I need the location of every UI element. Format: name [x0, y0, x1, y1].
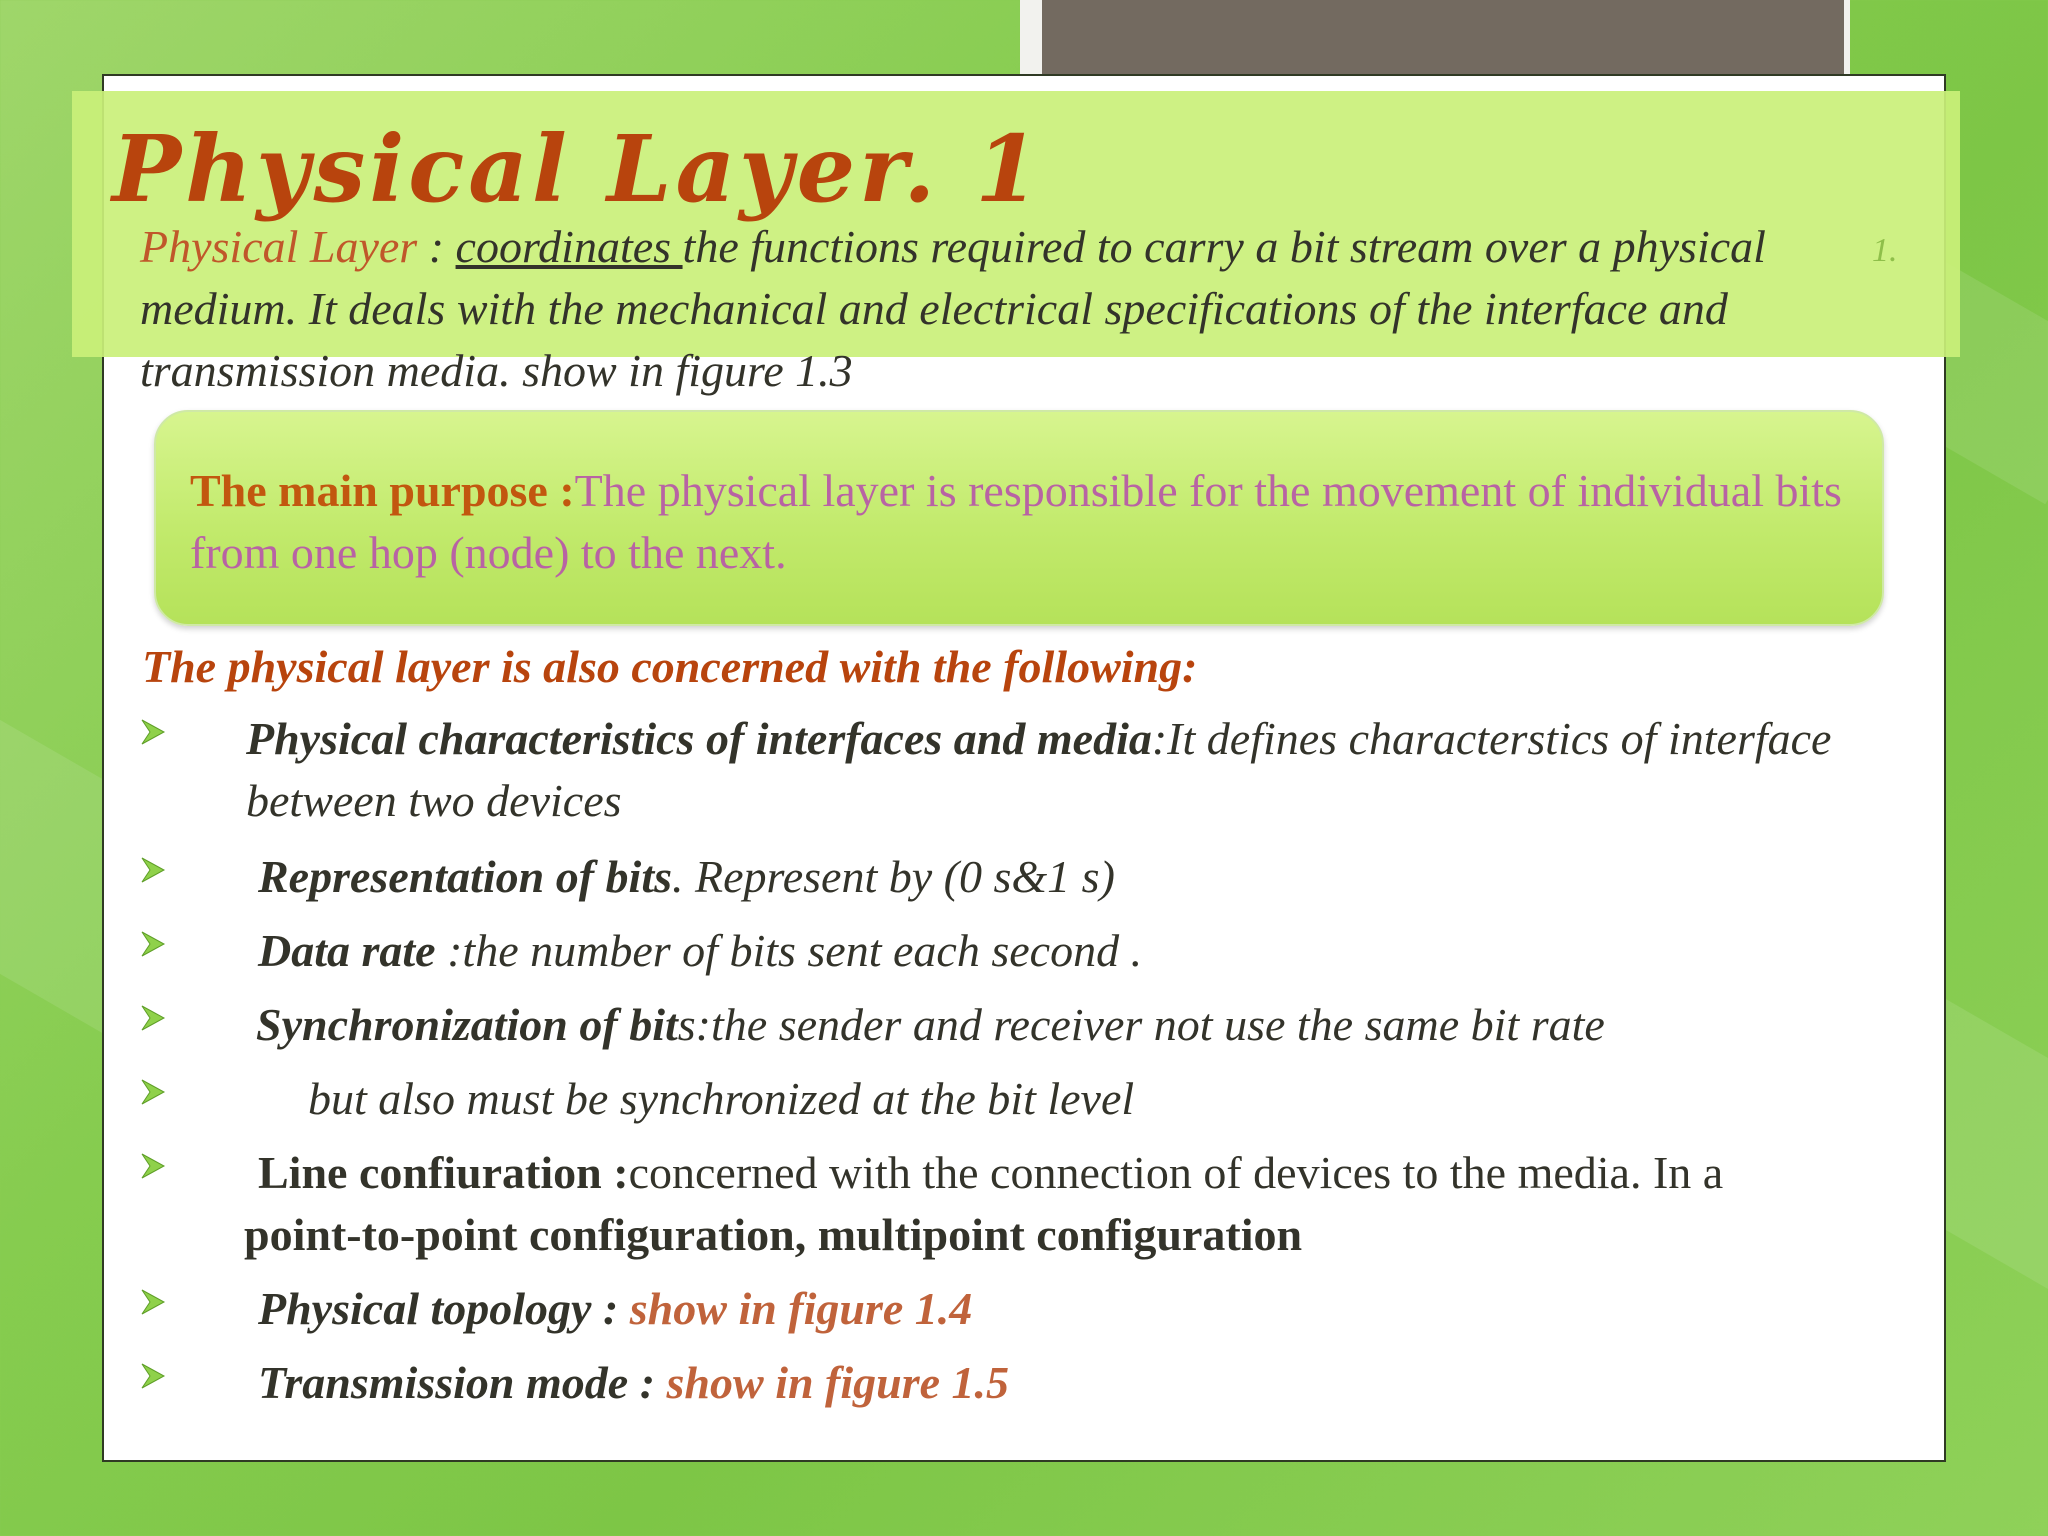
- bullet-arrow-icon: [140, 930, 166, 958]
- bullet-text: concerned with the connection of devices to the media. In a: [628, 1147, 1724, 1198]
- bullet-arrow-icon: [140, 1362, 166, 1390]
- bullet-arrow-icon: [140, 718, 166, 746]
- bullet-arrow-icon: [140, 1078, 166, 1106]
- bullet-arrow-icon: [140, 1152, 166, 1180]
- main-purpose-callout: [154, 410, 1884, 626]
- bullet-text: s:the sender and receiver not use the same bit rate: [677, 999, 1605, 1050]
- bullet-lead: Physical topology :: [258, 1283, 630, 1334]
- intro-paragraph: [140, 216, 1860, 402]
- bullet-arrow-icon: [140, 856, 166, 884]
- bullet-arrow-icon: [140, 1004, 166, 1032]
- bullet-lead: Representation of bits: [258, 851, 673, 902]
- slide-title: Physical Layer. 1: [112, 115, 1044, 223]
- bullet-text: :It defines characterstics of interface between two devices: [246, 713, 1832, 826]
- bullet-arrow-icon: [140, 1288, 166, 1316]
- intro-underlined-word: coordinates: [455, 221, 683, 272]
- purpose-lead: The main purpose :: [190, 465, 575, 516]
- intro-separator: :: [417, 221, 456, 272]
- bullet-lead: Synchronization of bit: [256, 999, 678, 1050]
- intro-term: Physical Layer: [140, 221, 418, 272]
- bullet-lead: Transmission mode :: [258, 1357, 667, 1408]
- concern-heading: The physical layer is also concerned with the following:: [142, 641, 1198, 692]
- bullet-lead: Physical characteristics of interfaces and media: [246, 713, 1152, 764]
- bullet-text: . Represent by (0 s&1 s): [672, 851, 1115, 902]
- figure-link[interactable]: show in figure 1.4: [629, 1283, 973, 1334]
- figure-link[interactable]: show in figure 1.5: [666, 1357, 1010, 1408]
- bullet-text: but also must be synchronized at the bit level: [308, 1073, 1135, 1124]
- slide-number: 1.: [1872, 232, 1898, 269]
- intro-text: the functions required to carry a bit stream over a physical medium. It deals with the mechanical and electrical specifications of the interface and transmission media. show in figure 1.3: [140, 221, 1766, 396]
- bullet-lead: Data rate: [258, 925, 436, 976]
- bullet-text: :the number of bits sent each second .: [435, 925, 1143, 976]
- purpose-text: The physical layer is responsible for the movement of individual bits from one hop (node) to the next.: [190, 465, 1842, 578]
- bullet-lead: Line confiuration :: [258, 1147, 629, 1198]
- bullet-tail: point-to-point configuration, multipoint configuration: [244, 1209, 1303, 1260]
